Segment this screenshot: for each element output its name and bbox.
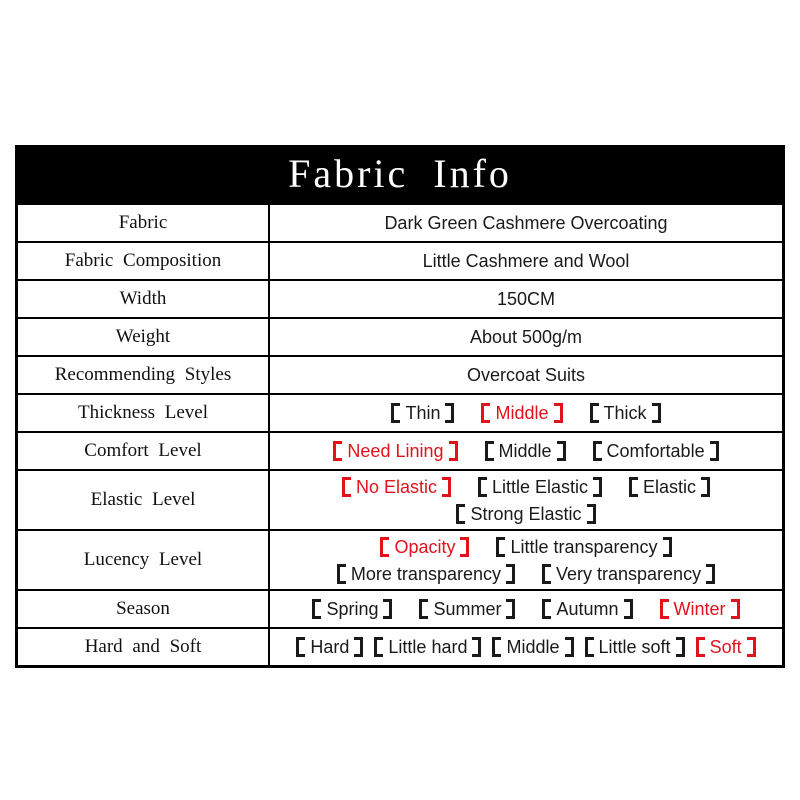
option-tag xyxy=(391,403,454,423)
option-tag-selected xyxy=(342,477,451,497)
lenticular-bracket-right-icon xyxy=(747,637,756,657)
lenticular-bracket-right-icon xyxy=(383,599,392,619)
option-tag-label: No Elastic xyxy=(355,476,437,497)
lenticular-bracket-left-icon xyxy=(333,441,342,461)
tag-line xyxy=(312,596,739,623)
lenticular-bracket-left-icon xyxy=(374,637,383,657)
table-row xyxy=(18,431,782,469)
option-tag-label: Middle xyxy=(495,403,549,423)
option-tag-label: Hard xyxy=(310,637,350,657)
option-tag xyxy=(337,564,515,584)
row-value xyxy=(270,629,782,665)
lenticular-bracket-right-icon xyxy=(731,599,740,619)
row-value-text: Dark Green Cashmere Overcoating xyxy=(384,212,668,233)
row-value xyxy=(270,395,782,431)
lenticular-bracket-right-icon xyxy=(652,403,661,423)
table-row xyxy=(18,393,782,431)
lenticular-bracket-right-icon xyxy=(587,504,596,524)
row-value xyxy=(270,319,782,355)
option-tag xyxy=(456,504,595,524)
row-label: Season xyxy=(18,591,270,627)
lenticular-bracket-left-icon xyxy=(485,441,494,461)
row-value xyxy=(270,243,782,279)
row-value xyxy=(270,281,782,317)
row-label: Elastic Level xyxy=(18,471,270,529)
table-row xyxy=(18,627,782,665)
lenticular-bracket-right-icon xyxy=(593,477,602,497)
table-row xyxy=(18,355,782,393)
row-label: Weight xyxy=(18,319,270,355)
row-label: Fabric Composition xyxy=(18,243,270,279)
option-tag xyxy=(585,637,685,657)
option-tag-selected xyxy=(333,441,457,461)
row-value xyxy=(270,531,782,589)
option-tag-label: Very transparency xyxy=(556,563,702,584)
tag-line xyxy=(380,533,671,560)
option-tag-label: Opacity xyxy=(394,536,456,557)
lenticular-bracket-left-icon xyxy=(481,403,490,423)
lenticular-bracket-left-icon xyxy=(542,599,551,619)
table-row xyxy=(18,241,782,279)
option-tag-label: Elastic xyxy=(643,476,697,497)
option-tag xyxy=(296,637,363,657)
lenticular-bracket-right-icon xyxy=(472,637,481,657)
option-tag-label: Soft xyxy=(709,637,742,657)
option-tag-selected xyxy=(380,537,469,557)
option-tag-label: Summer xyxy=(433,599,502,619)
row-value xyxy=(270,357,782,393)
lenticular-bracket-right-icon xyxy=(701,477,710,497)
row-label: Thickness Level xyxy=(18,395,270,431)
tag-line xyxy=(391,400,660,427)
tag-line xyxy=(333,438,718,465)
fabric-info-card xyxy=(15,145,785,668)
row-value xyxy=(270,471,782,529)
lenticular-bracket-right-icon xyxy=(460,537,469,557)
row-value-text: 150CM xyxy=(496,288,556,309)
lenticular-bracket-right-icon xyxy=(354,637,363,657)
option-tag-label: Spring xyxy=(326,599,379,619)
option-tag xyxy=(496,537,671,557)
row-value xyxy=(270,591,782,627)
lenticular-bracket-right-icon xyxy=(442,477,451,497)
option-tag-label: Middle xyxy=(498,441,552,461)
option-tag xyxy=(629,477,710,497)
lenticular-bracket-left-icon xyxy=(296,637,305,657)
lenticular-bracket-left-icon xyxy=(593,441,602,461)
row-value-text: Little Cashmere and Wool xyxy=(422,250,630,271)
lenticular-bracket-left-icon xyxy=(696,637,705,657)
table-row xyxy=(18,203,782,241)
option-tag-label: Thin xyxy=(405,403,441,423)
option-tag xyxy=(419,599,515,619)
lenticular-bracket-left-icon xyxy=(492,637,501,657)
lenticular-bracket-right-icon xyxy=(445,403,454,423)
lenticular-bracket-left-icon xyxy=(456,504,465,524)
lenticular-bracket-left-icon xyxy=(660,599,669,619)
option-tag-label: More transparency xyxy=(350,563,501,584)
lenticular-bracket-right-icon xyxy=(565,637,574,657)
tag-line xyxy=(296,634,755,661)
row-label: Fabric xyxy=(18,205,270,241)
lenticular-bracket-left-icon xyxy=(590,403,599,423)
row-label: Hard and Soft xyxy=(18,629,270,665)
option-tag xyxy=(485,441,566,461)
option-tag xyxy=(492,637,573,657)
lenticular-bracket-left-icon xyxy=(312,599,321,619)
lenticular-bracket-left-icon xyxy=(629,477,638,497)
table-row xyxy=(18,589,782,627)
option-tag xyxy=(593,441,719,461)
option-tag-label: Little hard xyxy=(388,637,468,657)
lenticular-bracket-left-icon xyxy=(542,564,551,584)
lenticular-bracket-left-icon xyxy=(380,537,389,557)
table-row xyxy=(18,317,782,355)
option-tag-selected xyxy=(696,637,756,657)
option-tag-label: Middle xyxy=(506,637,560,657)
lenticular-bracket-left-icon xyxy=(585,637,594,657)
lenticular-bracket-left-icon xyxy=(337,564,346,584)
tag-line xyxy=(337,560,715,587)
option-tag-label: Need Lining xyxy=(347,441,444,461)
option-tag xyxy=(478,477,602,497)
table-row xyxy=(18,469,782,529)
option-tag xyxy=(542,599,632,619)
lenticular-bracket-right-icon xyxy=(624,599,633,619)
row-value xyxy=(270,205,782,241)
option-tag xyxy=(312,599,392,619)
row-label: Width xyxy=(18,281,270,317)
option-tag-label: Little transparency xyxy=(510,536,658,557)
lenticular-bracket-right-icon xyxy=(554,403,563,423)
lenticular-bracket-right-icon xyxy=(506,599,515,619)
row-value-text: Overcoat Suits xyxy=(466,364,586,385)
option-tag-label: Thick xyxy=(603,403,647,423)
option-tag-label: Little soft xyxy=(598,637,671,657)
option-tag-selected xyxy=(660,599,740,619)
row-value-text: About 500g/m xyxy=(469,326,583,347)
table-row xyxy=(18,279,782,317)
lenticular-bracket-left-icon xyxy=(342,477,351,497)
page-title: Fabric Info xyxy=(288,150,512,196)
lenticular-bracket-left-icon xyxy=(391,403,400,423)
row-label: Comfort Level xyxy=(18,433,270,469)
lenticular-bracket-left-icon xyxy=(419,599,428,619)
spec-table xyxy=(18,203,782,665)
lenticular-bracket-right-icon xyxy=(449,441,458,461)
tag-line xyxy=(342,473,710,500)
lenticular-bracket-right-icon xyxy=(506,564,515,584)
row-label: Recommending Styles xyxy=(18,357,270,393)
option-tag xyxy=(542,564,715,584)
option-tag xyxy=(590,403,661,423)
lenticular-bracket-right-icon xyxy=(557,441,566,461)
row-value xyxy=(270,433,782,469)
option-tag-label: Little Elastic xyxy=(491,476,589,497)
card-header xyxy=(18,148,782,203)
lenticular-bracket-right-icon xyxy=(710,441,719,461)
option-tag xyxy=(374,637,481,657)
row-label: Lucency Level xyxy=(18,531,270,589)
lenticular-bracket-left-icon xyxy=(496,537,505,557)
lenticular-bracket-right-icon xyxy=(676,637,685,657)
option-tag-selected xyxy=(481,403,562,423)
lenticular-bracket-left-icon xyxy=(478,477,487,497)
option-tag-label: Comfortable xyxy=(606,441,705,461)
option-tag-label: Winter xyxy=(673,599,726,619)
option-tag-label: Autumn xyxy=(556,599,619,619)
table-row xyxy=(18,529,782,589)
option-tag-label: Strong Elastic xyxy=(470,503,582,524)
lenticular-bracket-right-icon xyxy=(663,537,672,557)
tag-line xyxy=(456,500,595,527)
lenticular-bracket-right-icon xyxy=(706,564,715,584)
